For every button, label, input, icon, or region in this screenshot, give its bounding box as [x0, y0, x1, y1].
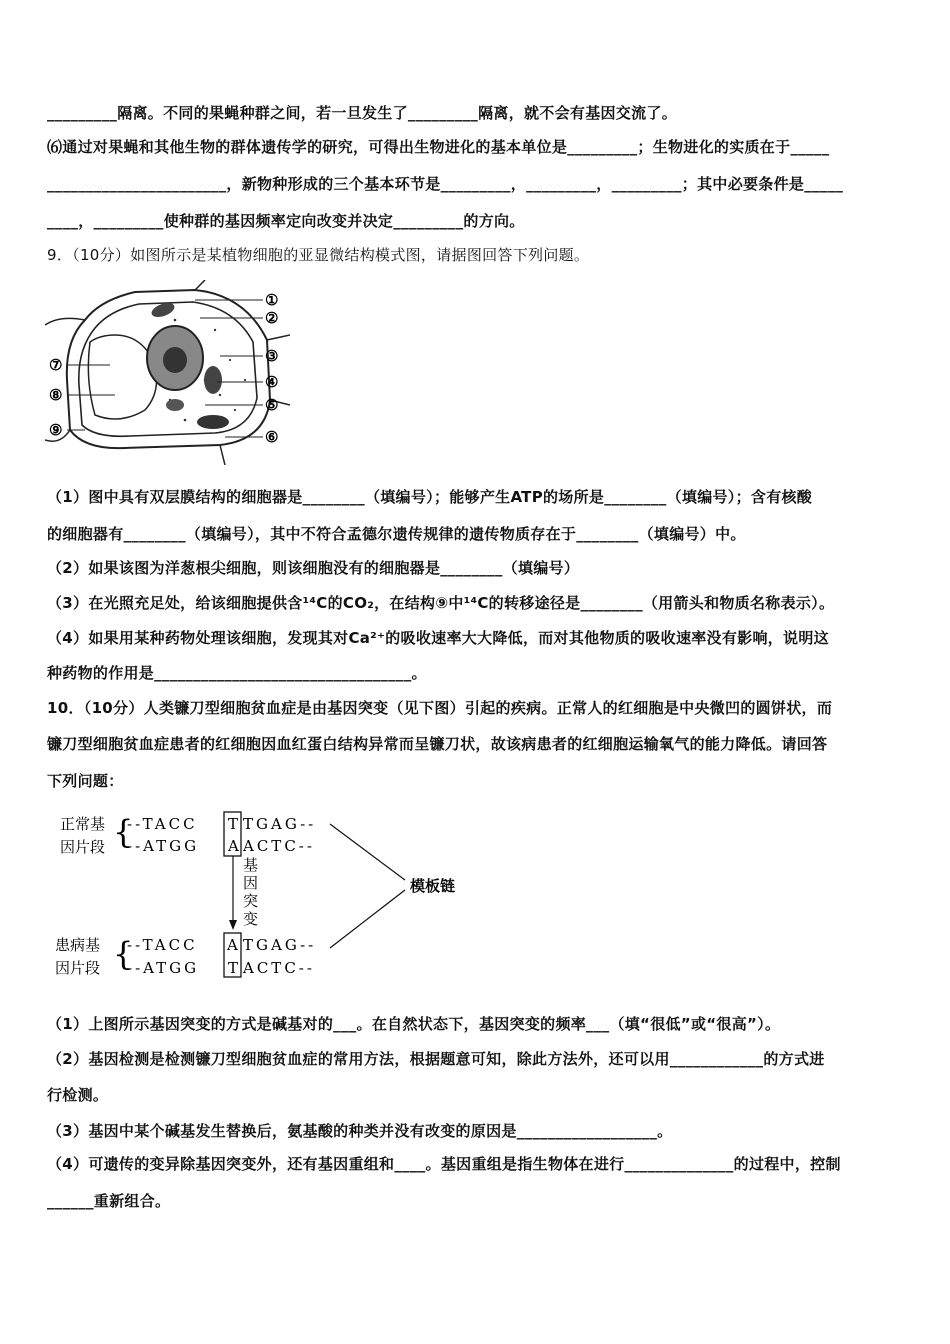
normal-top-end: TGAG--	[243, 815, 317, 833]
normal-top-strand: --TACC	[127, 815, 198, 833]
patient-bottom-mutation: T	[228, 959, 239, 977]
template-strand-label: 模板链	[410, 877, 456, 895]
cell-label-5: ⑤	[265, 396, 279, 414]
line-4: ____，_________使种群的基因频率定向改变并决定_________的方向。	[47, 212, 525, 230]
line-11: 种药物的作用是_________________________________。	[47, 664, 427, 682]
patient-gene-label-2: 因片段	[55, 959, 101, 977]
patient-top-mutation: A	[227, 936, 238, 954]
patient-gene-label-1: 患病基	[55, 936, 101, 954]
patient-top-strand: --TACC	[127, 936, 198, 954]
line-19: （4）可遗传的变异除基因突变外，还有基因重组和____。基因重组是指生物体在进行______________的过程中，控制	[47, 1155, 841, 1173]
cell-label-3: ③	[265, 347, 279, 365]
patient-bottom-strand: --ATGG	[127, 959, 200, 977]
line-18: （3）基因中某个碱基发生替换后，氨基酸的种类并没有改变的原因是__________________。	[47, 1122, 673, 1140]
line-15: （1）上图所示基因突变的方式是碱基对的___。在自然状态下，基因突变的频率___（填“很低”或“很高”）。	[47, 1015, 781, 1033]
cell-label-4: ④	[265, 373, 279, 391]
cell-label-6: ⑥	[265, 428, 279, 446]
line-13: 镰刀型细胞贫血症患者的红细胞因血红蛋白结构异常而呈镰刀状，故该病患者的红细胞运输氧气的能力降低。请回答	[47, 735, 828, 753]
svg-text:{: {	[113, 935, 134, 973]
arrow-text-1: 基	[243, 856, 259, 874]
line-7: 的细胞器有________（填编号），其中不符合孟德尔遗传规律的遗传物质存在于________（填编号）中。	[47, 525, 746, 543]
gene-mutation-diagram	[55, 808, 485, 983]
line-14: 下列问题：	[47, 772, 124, 790]
plant-cell-diagram	[45, 280, 290, 465]
normal-bottom-mutation: A	[228, 837, 239, 855]
line-6: （1）图中具有双层膜结构的细胞器是________（填编号）；能够产生ATP的场所是________（填编号）；含有核酸	[47, 488, 813, 506]
svg-text:{: {	[113, 813, 134, 851]
patient-bottom-end: ACTC--	[243, 959, 315, 977]
patient-top-end: TGAG--	[243, 936, 317, 954]
line-8: （2）如果该图为洋葱根尖细胞，则该细胞没有的细胞器是________（填编号）	[47, 559, 580, 577]
normal-bottom-strand: --ATGG	[127, 837, 200, 855]
line-2: ⑹通过对果蝇和其他生物的群体遗传学的研究，可得出生物进化的基本单位是_________；生物进化的实质在于_____	[47, 138, 830, 156]
normal-gene-label-2: 因片段	[60, 838, 106, 856]
normal-gene-label-1: 正常基	[60, 815, 106, 833]
line-16: （2）基因检测是检测镰刀型细胞贫血症的常用方法，根据题意可知，除此方法外，还可以用____________的方式进	[47, 1050, 825, 1068]
line-20: ______重新组合。	[47, 1192, 171, 1210]
line-1: _________隔离。不同的果蝇种群之间，若一旦发生了_________隔离，就不会有基因交流了。	[47, 104, 678, 122]
cell-label-9: ⑨	[49, 421, 63, 439]
arrow-text-3: 突	[243, 892, 259, 910]
cell-label-7: ⑦	[49, 356, 63, 374]
arrow-text-4: 变	[243, 910, 259, 928]
question-9-title: 9．（10分）如图所示是某植物细胞的亚显微结构模式图，请据图回答下列问题。	[47, 246, 590, 264]
cell-label-8: ⑧	[49, 386, 63, 404]
line-10: （4）如果用某种药物处理该细胞，发现其对Ca²⁺的吸收速率大大降低，而对其他物质的吸收速率没有影响，说明这	[47, 629, 829, 647]
cell-label-1: ①	[265, 291, 279, 309]
line-17: 行检测。	[47, 1086, 109, 1104]
arrow-text-2: 因	[243, 874, 259, 892]
normal-top-mutation: T	[228, 815, 239, 833]
normal-bottom-end: ACTC--	[243, 837, 315, 855]
line-9: （3）在光照充足处，给该细胞提供含¹⁴C的CO₂，在结构⑨中¹⁴C的转移途径是________（用箭头和物质名称表示）。	[47, 594, 835, 612]
line-3: _______________________，新物种形成的三个基本环节是_________，_________，_________；其中必要条件是_____	[47, 175, 844, 193]
cell-label-2: ②	[265, 309, 279, 327]
line-12: 10．（10分）人类镰刀型细胞贫血症是由基因突变（见下图）引起的疾病。正常人的红细胞是中央微凹的圆饼状，而	[47, 699, 833, 717]
